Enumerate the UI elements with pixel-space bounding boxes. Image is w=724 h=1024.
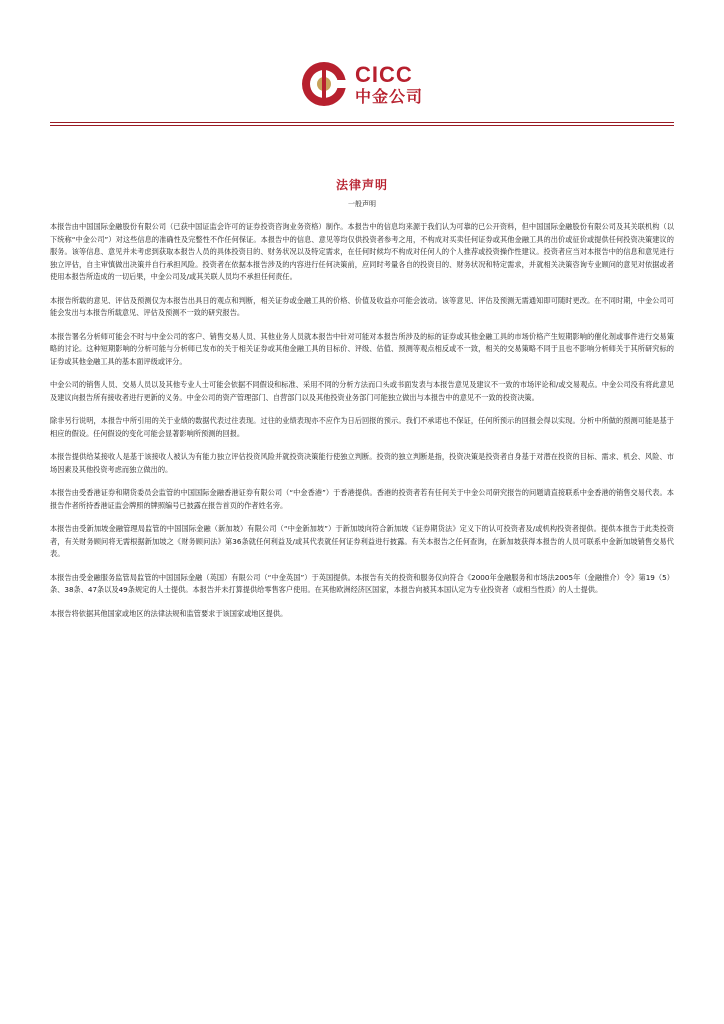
cicc-logo-icon (299, 59, 349, 109)
paragraph: 本报告所载的意见、评估及预测仅为本报告出具日的观点和判断，相关证券或金融工具的价格、价值及收益亦可能会波动。该等意见、评估及预测无需通知即可随时更改。在不同时期，中金公司可能会发出与本报告所载意见、评估及预测不一致的研究报告。 (50, 295, 674, 317)
paragraph: 本报告由中国国际金融股份有限公司（已获中国证监会许可的证券投资咨询业务资格）制作。本报告中的信息均来源于我们认为可靠的已公开资料，但中国国际金融股份有限公司及其关联机构（以下统称“中金公司”）对这些信息的准确性及完整性不作任何保证。本报告中的信息、意见等均仅供投资者参考之用，不构成对买卖任何证券或其他金融工具的出价或征价或提供任何投资决策建议的服务。该等信息、意见并未考虑到获取本报告人员的具体投资目的、财务状况以及特定需求，在任何时候均不构成对任何人的个人推荐或投资操作性建议。投资者应当对本报告中的信息和意见进行独立评估，自主审慎做出决策并自行承担风险。投资者在依据本报告涉及的内容进行任何决策前，应同时考量各自的投资目的、财务状况和特定需求，并就相关决策咨询专业顾问的意见对依据或者使用本报告所造成的一切后果，中金公司及/或其关联人员均不承担任何责任。 (50, 222, 674, 281)
section-subtitle: 一般声明 (348, 200, 376, 208)
paragraph: 本报告由受香港证券和期货委员会监管的中国国际金融香港证券有限公司（“中金香港”）于香港提供。香港的投资者若有任何关于中金公司研究报告的问题请直接联系中金香港的销售交易代表。本报告作者所持香港证监会牌照的牌照编号已披露在报告首页的作者姓名旁。 (50, 488, 674, 510)
header-divider-secondary (50, 125, 674, 126)
page-title: 法律声明 (335, 178, 388, 192)
paragraph: 本报告署名分析师可能会不时与中金公司的客户、销售交易人员、其他业务人员就本报告中针对可能对本报告所涉及的标的证券或其他金融工具的市场价格产生短期影响的催化剂或事件进行交易策略的讨论。这种短期影响的分析可能与分析师已发布的关于相关证券或其他金融工具的目标价、评级、估值、预测等观点相反或不一致，相关的交易策略不同于且也不影响分析师关于其所研究标的证券或其他金融工具的基本面评级或评分。 (50, 331, 674, 366)
paragraph: 本报告由受金融服务监管局监管的中国国际金融（英国）有限公司（“中金英国”）于英国提供。本报告有关的投资和服务仅向符合《2000年金融服务和市场法2005年（金融推介）令》第19（5）条、38条、47条以及49条规定的人士提供。本报告并未打算提供给零售客户使用。在其他欧洲经济区国家，本报告向被其本国认定为专业投资者（或相当性质）的人士提供。 (50, 572, 674, 594)
paragraph: 除非另行说明，本报告中所引用的关于业绩的数据代表过往表现。过往的业绩表现亦不应作为日后回报的预示。我们不承诺也不保证，任何所预示的回报会得以实现。分析中所做的预测可能是基于相应的假设。任何假设的变化可能会显著影响所预测的回报。 (50, 416, 674, 438)
paragraph: 中金公司的销售人员、交易人员以及其他专业人士可能会依据不同假设和标准、采用不同的分析方法而口头或书面发表与本报告意见及建议不一致的市场评论和/或交易观点。中金公司没有将此意见及建议向报告所有接收者进行更新的义务。中金公司的资产管理部门、自营部门以及其他投资业务部门可能独立做出与本报告中的意见不一致的投资决策。 (50, 380, 674, 402)
brand-name-cn: 中金公司 (355, 86, 424, 106)
brand-name-en: CICC (355, 61, 413, 87)
header-divider (50, 122, 674, 123)
disclaimer-body (50, 221, 674, 631)
paragraph: 本报告由受新加坡金融管理局监管的中国国际金融（新加坡）有限公司（“中金新加坡”）于新加坡向符合新加坡《证券期货法》定义下的认可投资者及/或机构投资者提供。提供本报告于此类投资者，有关财务顾问将无需根据新加坡之《财务顾问法》第36条就任何利益及/或其代表就任何证券利益进行披露。有关本报告之任何查询，在新加坡获得本报告的人员可联系中金新加坡销售交易代表。 (50, 524, 674, 558)
cicc-logo (299, 58, 423, 110)
paragraph: 本报告将依据其他国家或地区的法律法规和监管要求于该国家或地区提供。 (50, 608, 288, 618)
paragraph: 本报告提供给某接收人是基于该接收人被认为有能力独立评估投资风险并就投资决策能行使独立判断。投资的独立判断是指，投资决策是投资者自身基于对潜在投资的目标、需求、机会、风险、市场因素及其他投资考虑而独立做出的。 (50, 452, 674, 474)
